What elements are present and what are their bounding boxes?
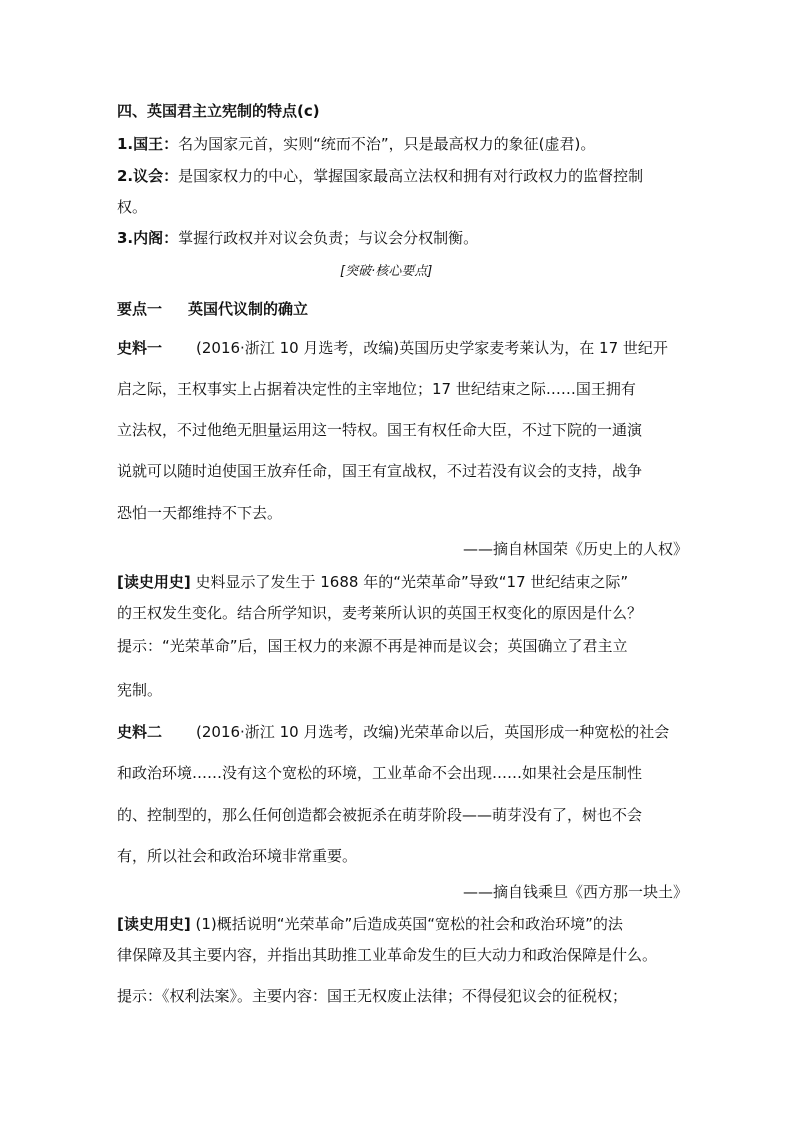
hint2-label: 提示：: [117, 987, 163, 1005]
breakthrough-heading: [突破·核心要点]: [340, 264, 433, 279]
point-cabinet-text: 掌握行政权并对议会负责；与议会分权制衡。: [178, 229, 479, 247]
reading2-label: [读史用史]: [117, 915, 191, 933]
key-point-heading: [117, 299, 308, 319]
point-parliament-cont: 权。: [117, 198, 148, 216]
source1-line-2: 启之际，王权事实上占据着决定性的主宰地位；17 世纪结束之际……国王拥有: [117, 380, 636, 398]
source2-line-4: 有，所以社会和政治环境非常重要。: [117, 847, 358, 865]
reading2-line-2: 律保障及其主要内容，并指出其助推工业革命发生的巨大动力和政治保障是什么。: [117, 946, 658, 964]
hint1-label: 提示：: [117, 637, 163, 655]
point-king: [117, 134, 595, 154]
point-parliament-text: 是国家权力的中心，掌握国家最高立法权和拥有对行政权力的监督控制: [178, 167, 644, 185]
point-parliament-label: 2.议会：: [117, 167, 179, 185]
reading1-line-1: [读史用史] 史料显示了发生于 1688 年的“光荣革命”导致“17 世纪结束之际”: [117, 573, 629, 591]
section-title: 四、英国君主立宪制的特点(c): [117, 102, 320, 120]
source2-line-1: 史料二 (2016·浙江 10 月选考，改编)光荣革命以后，英国形成一种宽松的社会: [117, 723, 670, 741]
source1-label: 史料一: [117, 339, 163, 357]
key-point-label: 要点一: [117, 300, 163, 318]
source2-citation: ——摘自钱乘旦《西方那一块土》: [463, 883, 689, 901]
point-cabinet: [117, 228, 478, 248]
point-parliament: [117, 166, 643, 186]
point-king-text: 名为国家元首，实则“统而不治”，只是最高权力的象征(虚君)。: [178, 135, 596, 153]
reading2-line-1: [读史用史] (1)概括说明“光荣革命”后造成英国“宽松的社会和政治环境”的法: [117, 915, 623, 933]
key-point-title: 英国代议制的确立: [188, 300, 309, 318]
hint1-line-1: 提示：“光荣革命”后，国王权力的来源不再是神而是议会；英国确立了君主立: [117, 637, 628, 655]
source2-line-3: 的、控制型的，那么任何创造都会被扼杀在萌芽阶段——萌芽没有了，树也不会: [117, 806, 643, 824]
source2-label: 史料二: [117, 723, 163, 741]
reading1-label: [读史用史]: [117, 573, 191, 591]
hint2-line-1: 提示：《权利法案》。主要内容：国王无权废止法律；不得侵犯议会的征税权；: [117, 987, 628, 1005]
source1-citation: ——摘自林国荣《历史上的人权》: [463, 540, 689, 558]
point-king-label: 1.国王：: [117, 135, 179, 153]
source1-line-1: 史料一 (2016·浙江 10 月选考，改编)英国历史学家麦考莱认为，在 17 世纪开: [117, 339, 668, 357]
source2-line-2: 和政治环境……没有这个宽松的环境，工业革命不会出现……如果社会是压制性: [117, 764, 643, 782]
source1-line-4: 说就可以随时迫使国王放弃任命，国王有宣战权，不过若没有议会的支持，战争: [117, 462, 643, 480]
source1-line-5: 恐怕一天都维持不下去。: [117, 504, 283, 522]
hint1-line-2: 宪制。: [117, 681, 163, 699]
point-cabinet-label: 3.内阁：: [117, 229, 179, 247]
reading1-line-2: 的王权发生变化。结合所学知识，麦考莱所认识的英国王权变化的原因是什么？: [117, 604, 643, 622]
source1-line-3: 立法权，不过他绝无胆量运用这一特权。国王有权任命大臣，不过下院的一通演: [117, 421, 643, 439]
